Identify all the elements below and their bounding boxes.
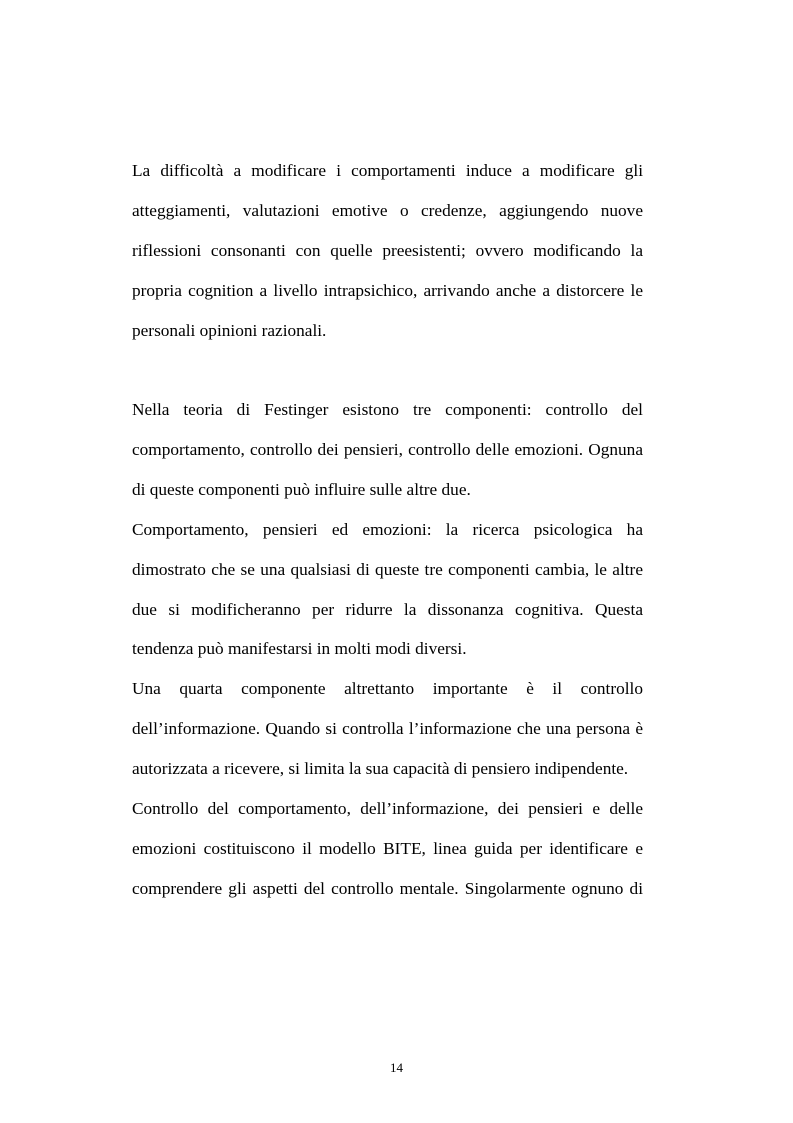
paragraph-3-line-4: tendenza può manifestarsi in molti modi diversi. [132, 639, 467, 658]
paragraph-4-line-1: Una quarta componente altrettanto importante è il controllo [132, 679, 643, 698]
paragraph-3-line-3: due si modificheranno per ridurre la dissonanza cognitiva. Questa [132, 600, 643, 619]
paragraph-1-line-5: personali opinioni razionali. [132, 321, 327, 340]
paragraph-4-line-3: autorizzata a ricevere, si limita la sua capacità di pensiero indipendente. [132, 759, 629, 778]
paragraph-1-line-3: riflessioni consonanti con quelle preesistenti; ovvero modificando la [132, 241, 643, 260]
page-number: 14 [390, 1060, 403, 1075]
paragraph-1-line-4: propria cognition a livello intrapsichico, arrivando anche a distorcere le [132, 281, 643, 300]
paragraph-4-line-2: dell’informazione. Quando si controlla l’informazione che una persona è [132, 719, 643, 738]
paragraph-5-line-2: emozioni costituiscono il modello BITE, linea guida per identificare e [132, 839, 643, 858]
paragraph-5-line-3: comprendere gli aspetti del controllo mentale. Singolarmente ognuno di [132, 879, 643, 898]
paragraph-3-line-2: dimostrato che se una qualsiasi di queste tre componenti cambia, le altre [132, 560, 643, 579]
paragraph-2-line-2: comportamento, controllo dei pensieri, controllo delle emozioni. Ognuna [132, 440, 643, 459]
paragraph-3-line-1: Comportamento, pensieri ed emozioni: la ricerca psicologica ha [132, 520, 643, 539]
paragraph-1-line-2: atteggiamenti, valutazioni emotive o credenze, aggiungendo nuove [132, 201, 643, 220]
paragraph-2-line-1: Nella teoria di Festinger esistono tre componenti: controllo del [132, 400, 643, 419]
paragraph-5-line-1: Controllo del comportamento, dell’informazione, dei pensieri e delle [132, 799, 643, 818]
paragraph-2-line-3: di queste componenti può influire sulle altre due. [132, 480, 471, 499]
paragraph-1-line-1: La difficoltà a modificare i comportamenti induce a modificare gli [132, 161, 643, 180]
